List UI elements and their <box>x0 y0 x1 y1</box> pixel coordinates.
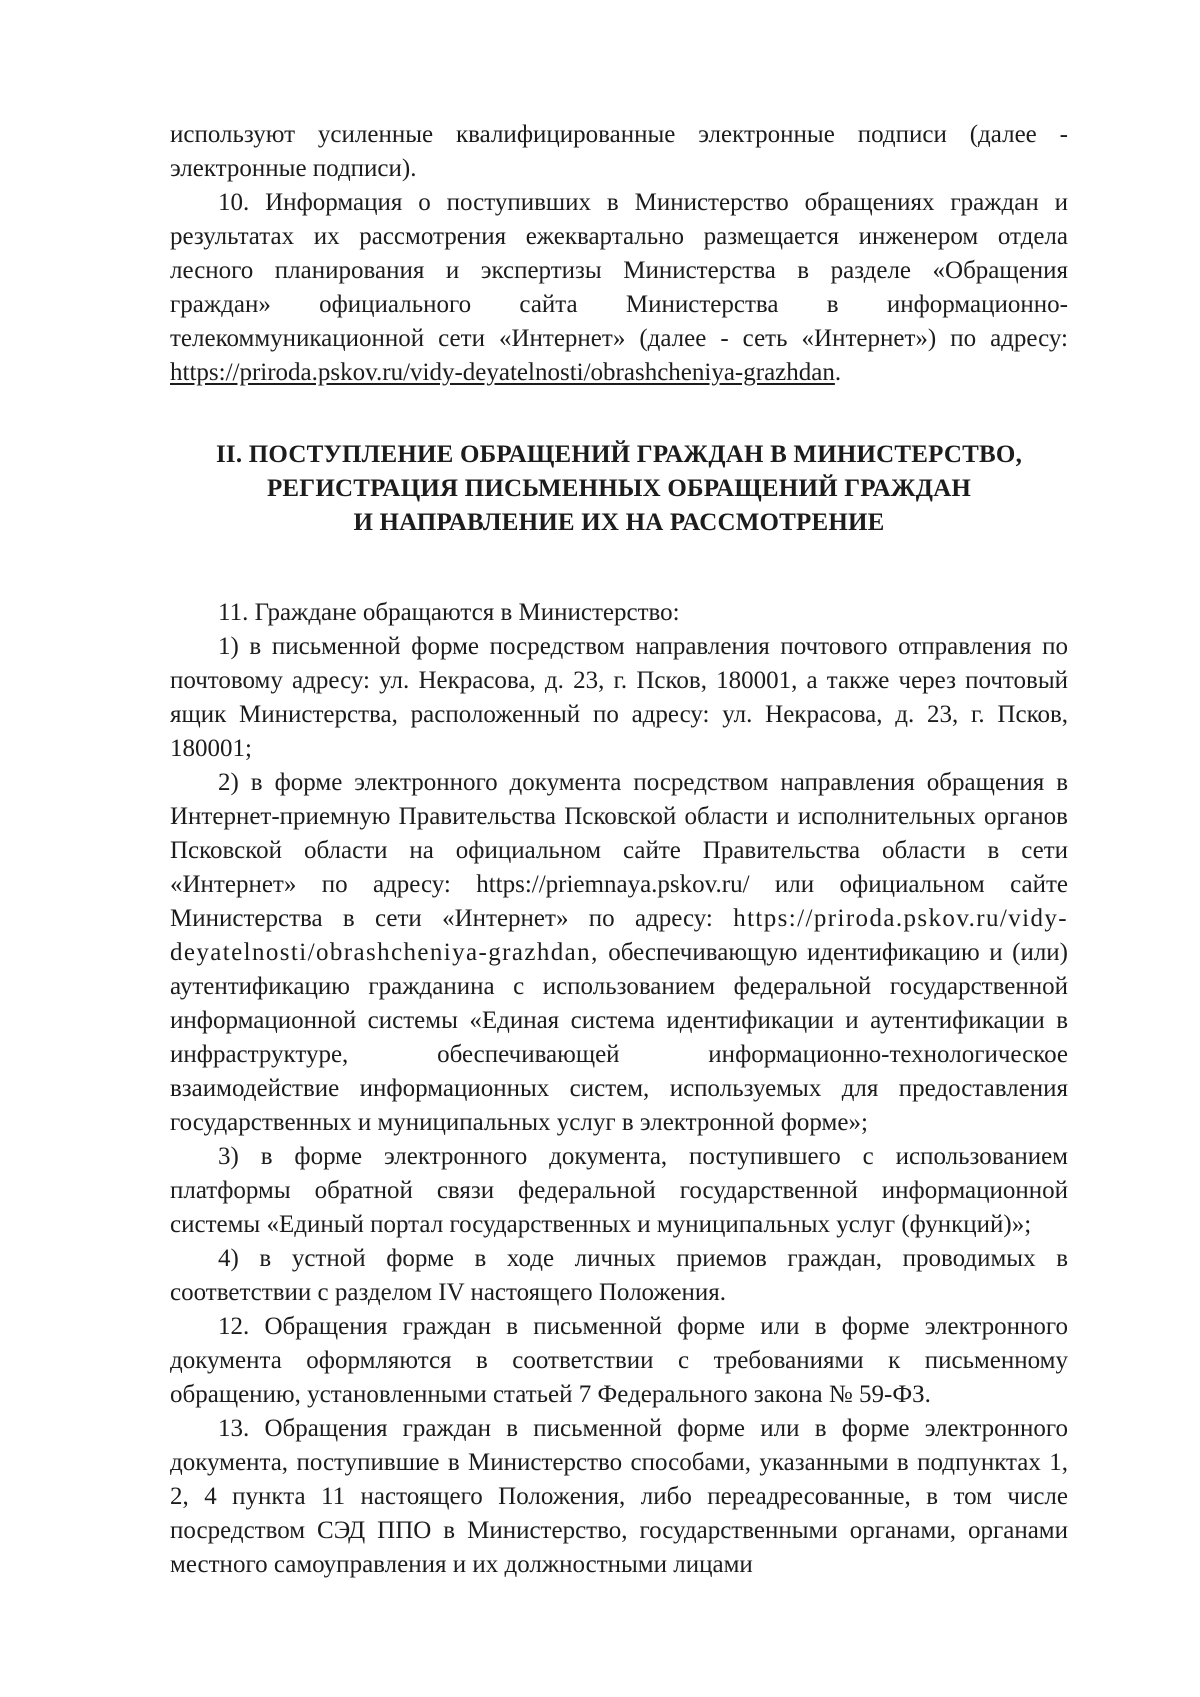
ministry-site-address: https://priroda.pskov.ru/vidy-deyatelnosti/obrashcheniya-grazhdan, <box>170 905 1068 966</box>
paragraph-text: 1) в письменной форме посредством направления почтового отправления по почтовому адресу: ул. Некрасова, д. 23, г. Псков, 180001, а также через почтовый ящик Министерства, расположенный по адресу: ул. Некрасова, д. 23, г. Псков, 180001; <box>170 633 1068 762</box>
paragraph-10 <box>170 186 1068 390</box>
paragraph-13 <box>170 1412 1068 1582</box>
paragraph-12 <box>170 1310 1068 1412</box>
section-heading <box>170 438 1068 540</box>
paragraph-11-item-2 <box>170 766 1068 1140</box>
section-heading-line: II. ПОСТУПЛЕНИЕ ОБРАЩЕНИЙ ГРАЖДАН В МИНИСТЕРСТВО, <box>215 441 1023 468</box>
paragraph-continuation <box>170 118 1068 186</box>
section-heading-line: РЕГИСТРАЦИЯ ПИСЬМЕННЫХ ОБРАЩЕНИЙ ГРАЖДАН <box>266 475 972 502</box>
paragraph-end: . <box>834 359 842 386</box>
ministry-appeals-link[interactable]: https://priroda.pskov.ru/vidy-deyatelnosti/obrashcheniya-grazhdan <box>170 359 835 386</box>
paragraph-11 <box>170 596 1068 630</box>
paragraph-11-item-1 <box>170 630 1068 766</box>
paragraph-11-item-4 <box>170 1242 1068 1310</box>
section-heading-line: И НАПРАВЛЕНИЕ ИХ НА РАССМОТРЕНИЕ <box>353 509 885 536</box>
paragraph-text: 2) в форме электронного документа посредством направления обращения в Интернет-приемную Правительства Псковской области и исполнительных органов Псковской области на официальном сайте Правительства области в сети «Интернет» по адресу: https://priemnaya.pskov.ru/ или официальном сайте Министерства в сети «Интернет» по адресу: <box>170 769 1068 932</box>
paragraph-text: обеспечивающую идентификацию и (или) аутентификацию гражданина с использованием федеральной государственной информационной системы «Единая система идентификации и аутентификации в инфраструктуре, обеспечивающей информационно-технологическое взаимодействие информационных систем, используемых для предоставления государственных и муниципальных услуг в электронной форме»; <box>170 939 1068 1136</box>
paragraph-text: используют усиленные квалифицированные электронные подписи (далее - электронные подписи). <box>170 121 1068 182</box>
paragraph-text: 10. Информация о поступивших в Министерство обращениях граждан и результатах их рассмотрения ежеквартально размещается инженером отдела лесного планирования и экспертизы Министерства в разделе «Обращения граждан» официального сайта Министерства в информационно-телекоммуникационной сети «Интернет» (далее - сеть «Интернет») по адресу: <box>170 189 1068 352</box>
paragraph-text: 13. Обращения граждан в письменной форме или в форме электронного документа, поступившие в Министерство способами, указанными в подпунктах 1, 2, 4 пункта 11 настоящего Положения, либо переадресованные, в том числе посредством СЭД ППО в Министерство, государственными органами, органами местного самоуправления и их должностными лицами <box>170 1415 1068 1578</box>
paragraph-11-item-3 <box>170 1140 1068 1242</box>
document-body <box>170 118 1068 1582</box>
paragraph-text: 12. Обращения граждан в письменной форме или в форме электронного документа оформляются в соответствии с требованиями к письменному обращению, установленными статьей 7 Федерального закона № 59-ФЗ. <box>170 1313 1068 1408</box>
paragraph-text: 11. Граждане обращаются в Министерство: <box>218 599 680 626</box>
paragraph-text: 3) в форме электронного документа, поступившего с использованием платформы обратной связи федеральной государственной информационной системы «Единый портал государственных и муниципальных услуг (функций)»; <box>170 1143 1068 1238</box>
paragraph-text: 4) в устной форме в ходе личных приемов граждан, проводимых в соответствии с разделом IV настоящего Положения. <box>170 1245 1068 1306</box>
